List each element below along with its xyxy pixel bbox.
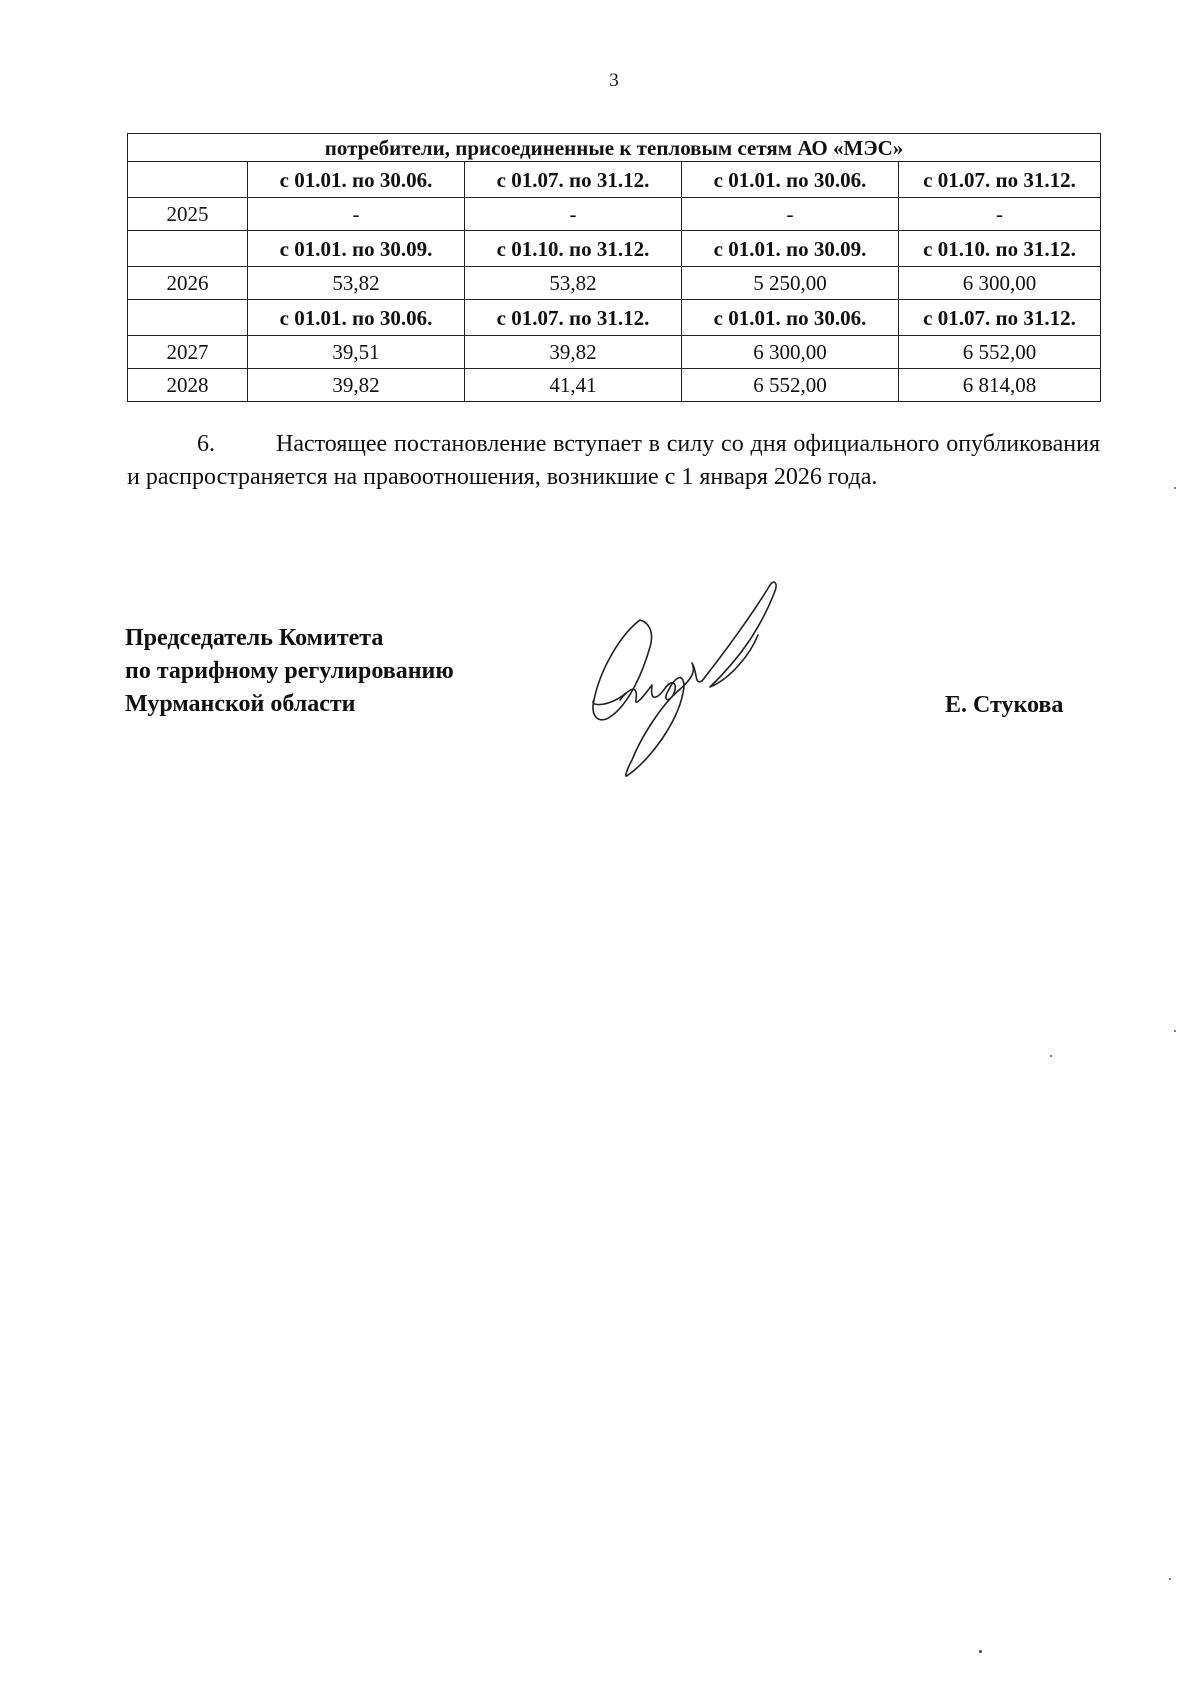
year-cell: 2027	[128, 336, 248, 369]
value-cell: -	[248, 198, 465, 231]
value-cell: -	[465, 198, 682, 231]
signatory-title	[125, 622, 454, 721]
page-number: 3	[609, 70, 619, 91]
period-cell: с 01.07. по 31.12.	[465, 300, 682, 336]
period-cell: с 01.01. по 30.06.	[682, 300, 899, 336]
value-cell: -	[682, 198, 899, 231]
period-cell: с 01.10. по 31.12.	[899, 231, 1101, 267]
value-cell: 6 300,00	[899, 267, 1101, 300]
period-cell: с 01.07. по 31.12.	[899, 162, 1101, 198]
handwritten-signature	[580, 575, 820, 790]
period-cell: с 01.01. по 30.09.	[682, 231, 899, 267]
table-row	[128, 369, 1101, 402]
signer-name: Е. Стукова	[945, 692, 1064, 718]
table-row	[128, 336, 1101, 369]
value-cell: 39,82	[465, 336, 682, 369]
value-cell: -	[899, 198, 1101, 231]
table-caption-row	[128, 134, 1101, 162]
year-cell	[128, 231, 248, 267]
value-cell: 6 300,00	[682, 336, 899, 369]
scan-speck	[1174, 487, 1176, 489]
period-cell: с 01.10. по 31.12.	[465, 231, 682, 267]
value-cell: 5 250,00	[682, 267, 899, 300]
signatory-line: Мурманской области	[125, 691, 356, 717]
value-cell: 39,82	[248, 369, 465, 402]
value-cell: 6 552,00	[899, 336, 1101, 369]
period-cell: с 01.01. по 30.06.	[248, 300, 465, 336]
clause-text: Настоящее постановление вступает в силу со дня официального опубликования и распространяется на правоотношения, возникшие с 1 января 2026 года.	[127, 431, 1100, 490]
year-cell	[128, 300, 248, 336]
value-cell: 41,41	[465, 369, 682, 402]
table-row	[128, 267, 1101, 300]
period-cell: с 01.07. по 31.12.	[465, 162, 682, 198]
value-cell: 53,82	[248, 267, 465, 300]
value-cell: 53,82	[465, 267, 682, 300]
clause-6	[127, 428, 1100, 494]
tariff-table	[127, 133, 1101, 402]
value-cell: 39,51	[248, 336, 465, 369]
period-cell: с 01.07. по 31.12.	[899, 300, 1101, 336]
scan-speck	[1169, 1578, 1171, 1580]
period-cell: с 01.01. по 30.09.	[248, 231, 465, 267]
period-header-row	[128, 231, 1101, 267]
scan-speck	[979, 1650, 982, 1653]
period-header-row	[128, 300, 1101, 336]
clause-number: 6.	[197, 431, 215, 457]
scan-speck	[1050, 1055, 1052, 1057]
period-cell: с 01.01. по 30.06.	[682, 162, 899, 198]
signatory-line: по тарифному регулированию	[125, 658, 454, 684]
year-cell	[128, 162, 248, 198]
scan-speck	[1174, 1030, 1176, 1032]
value-cell: 6 814,08	[899, 369, 1101, 402]
table-caption: потребители, присоединенные к тепловым сетям АО «МЭС»	[128, 134, 1101, 162]
value-cell: 6 552,00	[682, 369, 899, 402]
year-cell: 2028	[128, 369, 248, 402]
signatory-line: Председатель Комитета	[125, 625, 384, 651]
period-header-row	[128, 162, 1101, 198]
period-cell: с 01.01. по 30.06.	[248, 162, 465, 198]
year-cell: 2026	[128, 267, 248, 300]
table-row	[128, 198, 1101, 231]
year-cell: 2025	[128, 198, 248, 231]
